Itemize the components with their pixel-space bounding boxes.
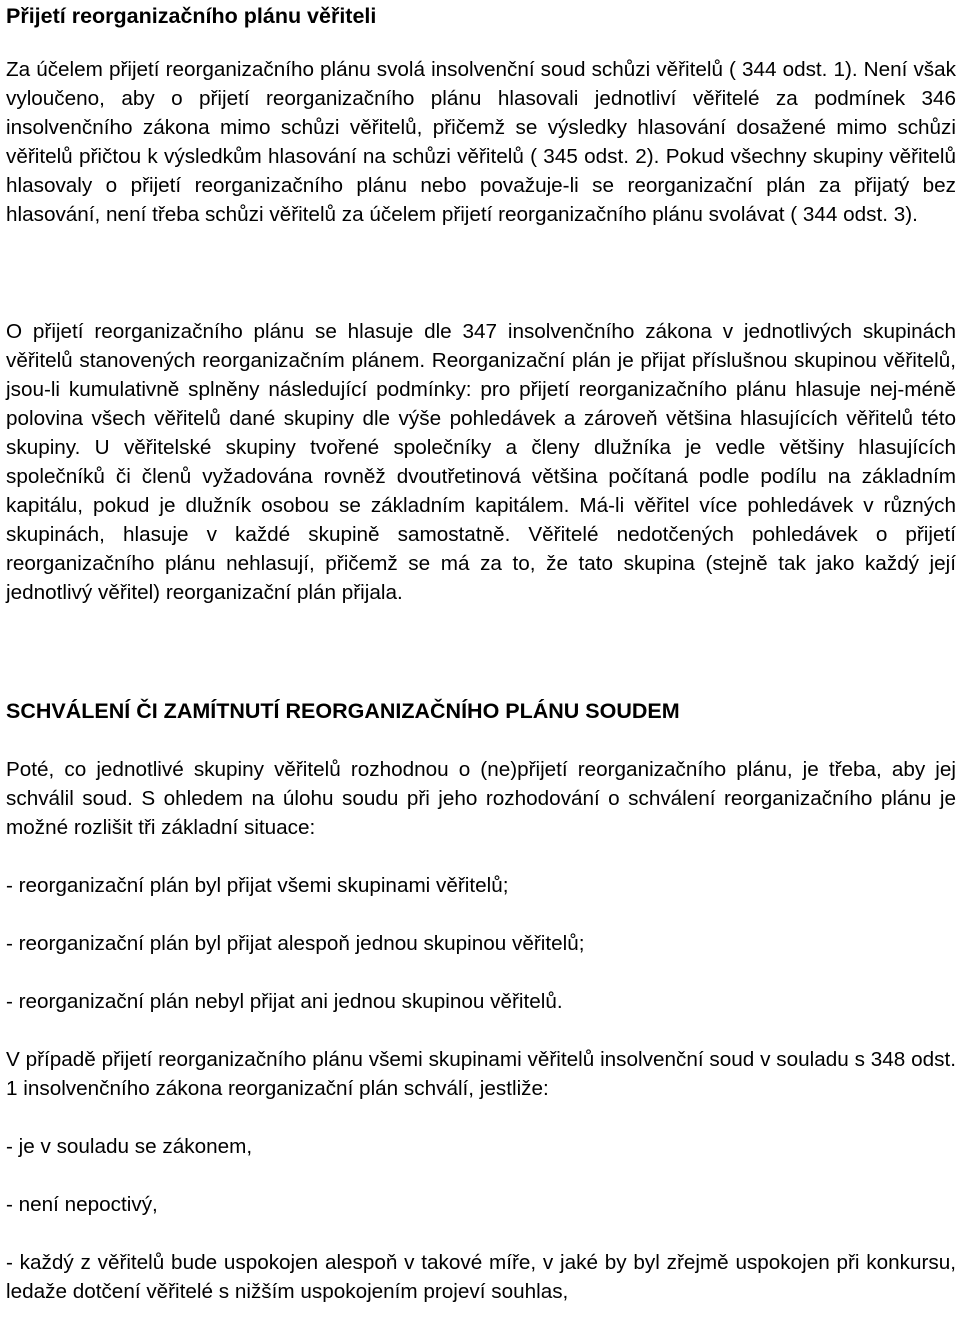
list-item: - reorganizační plán byl přijat všemi skupinami věřitelů;: [6, 874, 509, 897]
document-title: Přijetí reorganizačního plánu věřiteli: [6, 4, 377, 28]
paragraph-1: Za účelem přijetí reorganizačního plánu svolá insolvenční soud schůzi věřitelů ( 344 odst. 1). Není však vyloučeno, aby o přijetí reorganizačního plánu hlasovali jednotliví věřitelé za podmínek 346 insolvenčního zákona mimo schůzi věřitelů, přičemž se výsledky hlasování dosažené mimo schůzi věřitelů přičtou k výsledkům hlasování na schůzi věřitelů ( 345 odst. 2). Pokud všechny skupiny věřitelů hlasovaly o přijetí reorganizačního plánu nebo považuje-li se reorganizační plán za přijatý bez hlasování, není třeba schůzi věřitelů za účelem přijetí reorganizačního plánu svolávat ( 344 odst. 3).: [6, 58, 956, 226]
paragraph-3: Poté, co jednotlivé skupiny věřitelů rozhodnou o (ne)přijetí reorganizačního plánu, je třeba, aby jej schválil soud. S ohledem na úlohu soudu při jeho rozhodování o schválení reorganizačního plánu je možné rozlišit tři základní situace:: [6, 758, 956, 839]
section-heading: SCHVÁLENÍ ČI ZAMÍTNUTÍ REORGANIZAČNÍHO PLÁNU SOUDEM: [6, 699, 680, 723]
paragraph-4: V případě přijetí reorganizačního plánu všemi skupinami věřitelů insolvenční soud v souladu s 348 odst. 1 insolvenčního zákona reorganizační plán schválí, jestliže:: [6, 1048, 956, 1100]
list-item: - není nepoctivý,: [6, 1193, 158, 1216]
paragraph-2: O přijetí reorganizačního plánu se hlasuje dle 347 insolvenčního zákona v jednotlivých skupinách věřitelů stanovených reorganizačním plánem. Reorganizační plán je přijat příslušnou skupinou věřitelů, jsou-li kumulativně splněny následující podmínky: pro přijetí reorganizačního plánu hlasuje nej-méně polovina všech věřitelů dané skupiny dle výše pohledávek a zároveň většina hlasujících věřitelů této skupiny. U věřitelské skupiny tvořené společníky a členy dlužníka je vedle většiny hlasujících společníků či členů vyžadována rovněž dvoutřetinová většina počítaná podle podílu na základním kapitálu, pokud je dlužník osobou se základním kapitálem. Má-li věřitel více pohledávek v různých skupinách, hlasuje v každé skupině samostatně. Věřitelé nedotčených pohledávek o přijetí reorganizačního plánu nehlasují, přičemž se má za to, že tato skupina (stejně tak jako každý její jednotlivý věřitel) reorganizační plán přijala.: [6, 320, 956, 604]
list-item: - každý z věřitelů bude uspokojen alespoň v takové míře, v jaké by byl zřejmě uspokojen při konkursu, ledaže dotčení věřitelé s nižším uspokojením projeví souhlas,: [6, 1251, 956, 1303]
list-item: - reorganizační plán nebyl přijat ani jednou skupinou věřitelů.: [6, 990, 563, 1013]
list-item: - je v souladu se zákonem,: [6, 1135, 253, 1158]
list-item: - reorganizační plán byl přijat alespoň jednou skupinou věřitelů;: [6, 932, 585, 955]
